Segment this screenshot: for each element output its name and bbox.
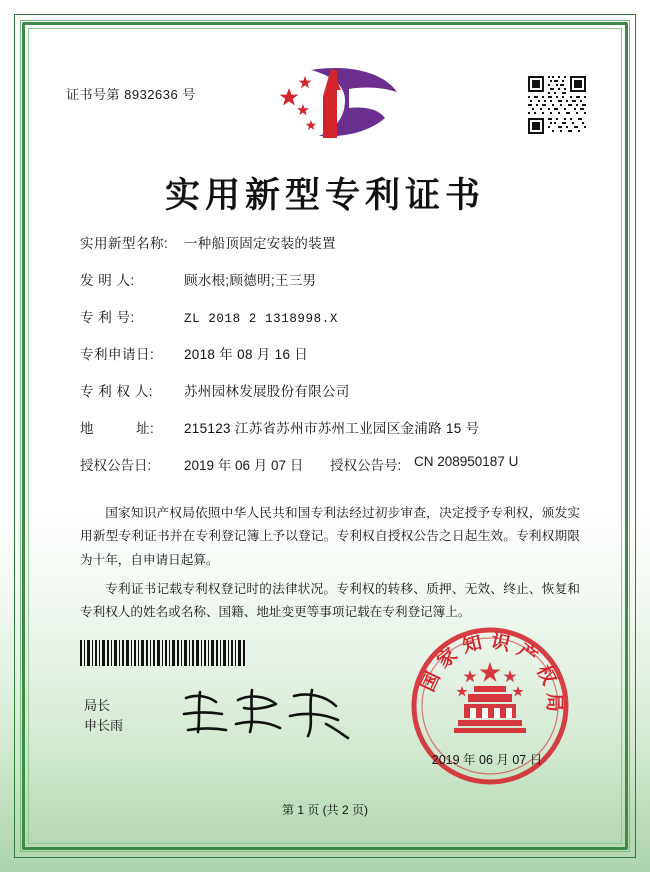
- label-inventors: 发 明 人:: [80, 273, 135, 288]
- seal-date: 2019 年 06 月 07 日: [431, 753, 543, 767]
- value-patentee: 苏州园林发展股份有限公司: [184, 384, 350, 399]
- director-name-label: 申长雨: [84, 718, 124, 734]
- label-application-date: 专利申请日:: [80, 347, 155, 362]
- value-utility-model-name: 一种船顶固定安装的装置: [184, 236, 336, 251]
- field-grant-date: [80, 454, 330, 474]
- svg-text:国家知识产权局: 国家知识产权局: [417, 630, 565, 719]
- legal-text: [80, 502, 580, 630]
- field-inventors: [80, 269, 584, 289]
- value-patent-number: ZL 2018 2 1318998.X: [184, 312, 338, 326]
- qr-code: [526, 74, 588, 136]
- cnipa-emblem-icon: [245, 62, 405, 146]
- label-address: 地 址:: [80, 421, 155, 436]
- field-application-date: [80, 343, 584, 363]
- label-utility-model-name: 实用新型名称:: [80, 236, 169, 251]
- handwritten-signature: [176, 684, 366, 744]
- legal-paragraph-2: 专利证书记载专利权登记时的法律状况。专利权的转移、质押、无效、终止、恢复和专利权人的姓名或名称、国籍、地址变更等事项记载在专利登记簿上。: [80, 581, 580, 620]
- value-grant-number: CN 208950187 U: [414, 454, 519, 469]
- label-patent-number: 专 利 号:: [80, 310, 135, 325]
- certificate-number: 证书号第 8932636 号: [66, 87, 196, 102]
- field-patentee: [80, 380, 584, 400]
- director-title-label: 局长: [84, 698, 111, 713]
- label-grant-date: 授权公告日:: [80, 458, 152, 473]
- value-grant-date: 2019 年 06 月 07 日: [184, 458, 304, 473]
- value-inventors: 顾水根;顾德明;王三男: [184, 273, 317, 288]
- legal-paragraph-1: 国家知识产权局依照中华人民共和国专利法经过初步审查，决定授予专利权，颁发实用新型专利证书并在专利登记簿上予以登记。专利权自授权公告之日起生效。专利权期限为十年，自申请日起算。: [80, 506, 580, 567]
- signature-block: [84, 696, 123, 736]
- field-grant-row: [80, 454, 584, 474]
- value-address: 215123 江苏省苏州市苏州工业园区金浦路 15 号: [184, 421, 480, 436]
- page-title: 实用新型专利证书: [164, 175, 485, 216]
- label-patentee: 专 利 权 人:: [80, 384, 154, 399]
- label-grant-number: 授权公告号:: [330, 458, 402, 473]
- page-footer: 第 1 页 (共 2 页): [281, 803, 368, 817]
- field-patent-number: [80, 306, 584, 326]
- field-list: [80, 232, 584, 490]
- field-grant-number: [330, 454, 584, 474]
- certificate-content: [36, 36, 614, 836]
- field-utility-model-name: [80, 232, 584, 252]
- field-address: [80, 417, 584, 437]
- barcode: [80, 640, 246, 666]
- value-application-date: 2018 年 08 月 16 日: [184, 347, 309, 362]
